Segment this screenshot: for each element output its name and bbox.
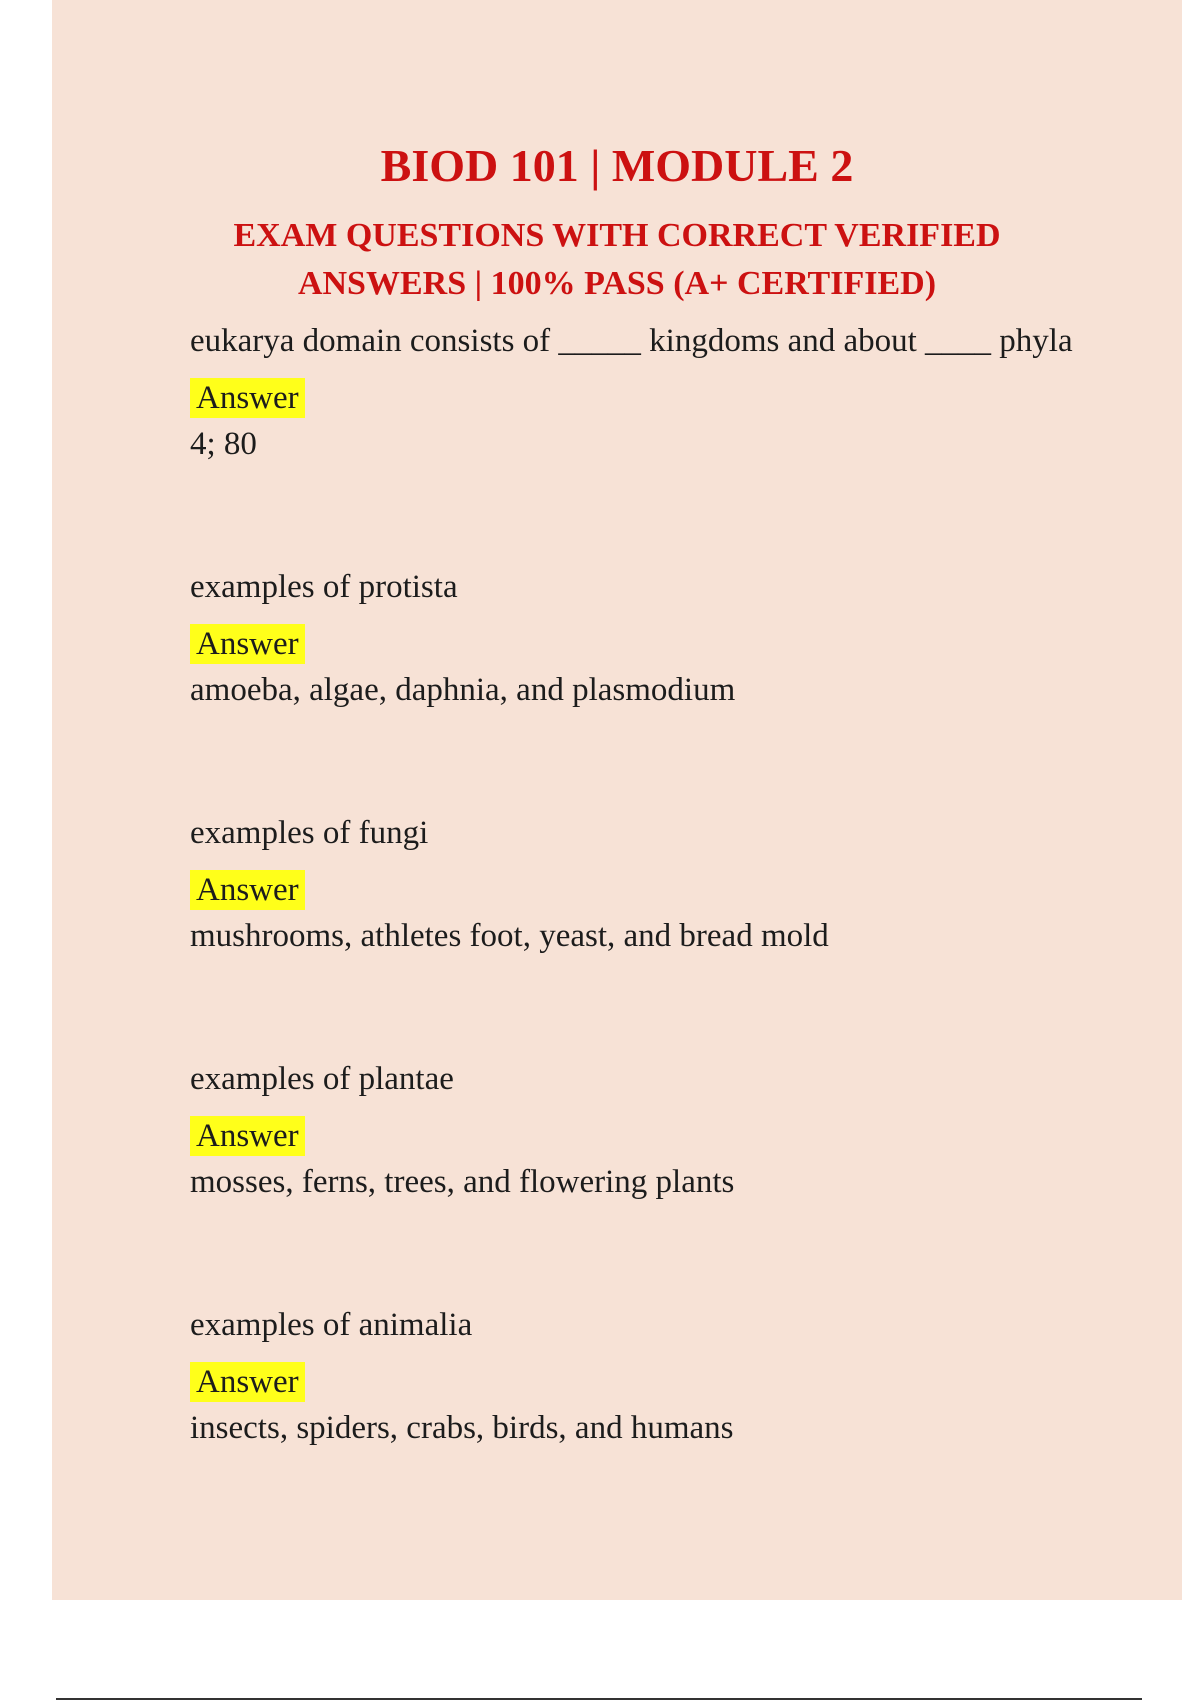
document-page xyxy=(52,0,1182,1600)
question-text: eukarya domain consists of _____ kingdoms and about ____ phyla xyxy=(190,323,1073,359)
subtitle-line-2: ANSWERS | 100% PASS (A+ CERTIFIED) xyxy=(297,265,937,302)
question-text: examples of animalia xyxy=(190,1307,473,1343)
question-text: examples of fungi xyxy=(190,815,429,851)
answer-label: Answer xyxy=(190,378,305,418)
qa-list xyxy=(190,318,1090,1548)
page-subtitle xyxy=(52,212,1182,308)
qa-item xyxy=(190,564,1090,710)
question-text: examples of plantae xyxy=(190,1061,454,1097)
answer-label: Answer xyxy=(190,1362,305,1402)
answer-label: Answer xyxy=(190,624,305,664)
answer-label: Answer xyxy=(190,1116,305,1156)
answer-text: insects, spiders, crabs, birds, and humans xyxy=(190,1410,734,1446)
answer-text: mushrooms, athletes foot, yeast, and bread mold xyxy=(190,918,829,954)
qa-item xyxy=(190,1302,1090,1448)
answer-text: amoeba, algae, daphnia, and plasmodium xyxy=(190,672,736,708)
subtitle-line-1: EXAM QUESTIONS WITH CORRECT VERIFIED xyxy=(233,217,1001,254)
answer-text: 4; 80 xyxy=(190,426,257,462)
qa-item xyxy=(190,318,1090,464)
qa-item xyxy=(190,1056,1090,1202)
question-text: examples of protista xyxy=(190,569,458,605)
answer-text: mosses, ferns, trees, and flowering plants xyxy=(190,1164,735,1200)
page-title: BIOD 101 | MODULE 2 xyxy=(380,140,854,191)
qa-item xyxy=(190,810,1090,956)
answer-label: Answer xyxy=(190,870,305,910)
